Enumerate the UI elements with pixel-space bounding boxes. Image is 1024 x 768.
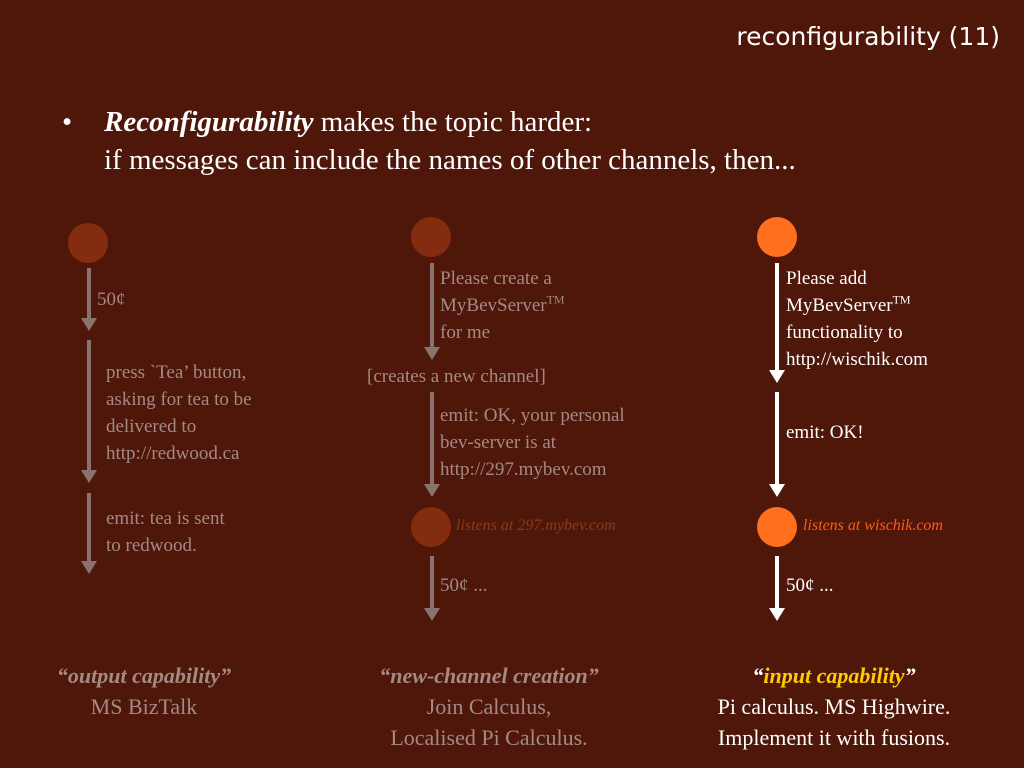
newchannel-emit-text: emit: OK, your personal bev-server is at http://297.mybev.com — [440, 405, 625, 480]
bullet-line-1-rest: makes the topic harder: — [313, 106, 593, 138]
output-emit-text: emit: tea is sent to redwood. — [106, 508, 225, 556]
output-press-text: press `Tea’ button, asking for tea to be delivered to http://redwood.ca — [106, 362, 252, 464]
newchannel-listens-text: listens at 297.mybev.com — [456, 517, 616, 534]
newchannel-listen-circle — [411, 507, 451, 547]
output-caption-title: “output capability” — [56, 663, 232, 688]
output-channel-circle — [68, 223, 108, 263]
newchannel-request-text: Please create a MyBevServer™ for me — [440, 268, 565, 343]
input-listens-text: listens at wischik.com — [803, 517, 943, 534]
newchannel-creates-text: [creates a new channel] — [367, 366, 546, 387]
input-request-text: Please add MyBevServer™ functionality to http://wischik.com — [786, 268, 928, 370]
bullet-emphasis: Reconfigurability — [104, 106, 314, 138]
output-caption: “output capability” MS BizTalk — [57, 660, 231, 722]
slide-title: reconfigurability (11) — [736, 22, 1000, 51]
input-channel-circle — [757, 217, 797, 257]
input-caption-title: input capability — [763, 663, 905, 688]
bullet-glyph: • — [62, 106, 73, 138]
bullet-line-2: if messages can include the names of other channels, then... — [104, 144, 796, 176]
input-caption-title-row: “input capability” — [752, 663, 916, 688]
newchannel-circle — [411, 217, 451, 257]
input-caption: “input capability” Pi calculus. MS Highwire. Implement it with fusions. — [718, 660, 951, 753]
bullet-line-1 — [104, 103, 592, 141]
input-amount: 50¢ ... — [786, 575, 834, 596]
newchannel-amount: 50¢ ... — [440, 575, 488, 596]
input-listen-circle — [757, 507, 797, 547]
newchannel-caption: “new-channel creation” Join Calculus, Localised Pi Calculus. — [379, 660, 598, 753]
newchannel-caption-title: “new-channel creation” — [379, 663, 599, 688]
output-amount: 50¢ — [97, 289, 126, 310]
input-emit-text: emit: OK! — [786, 422, 864, 443]
